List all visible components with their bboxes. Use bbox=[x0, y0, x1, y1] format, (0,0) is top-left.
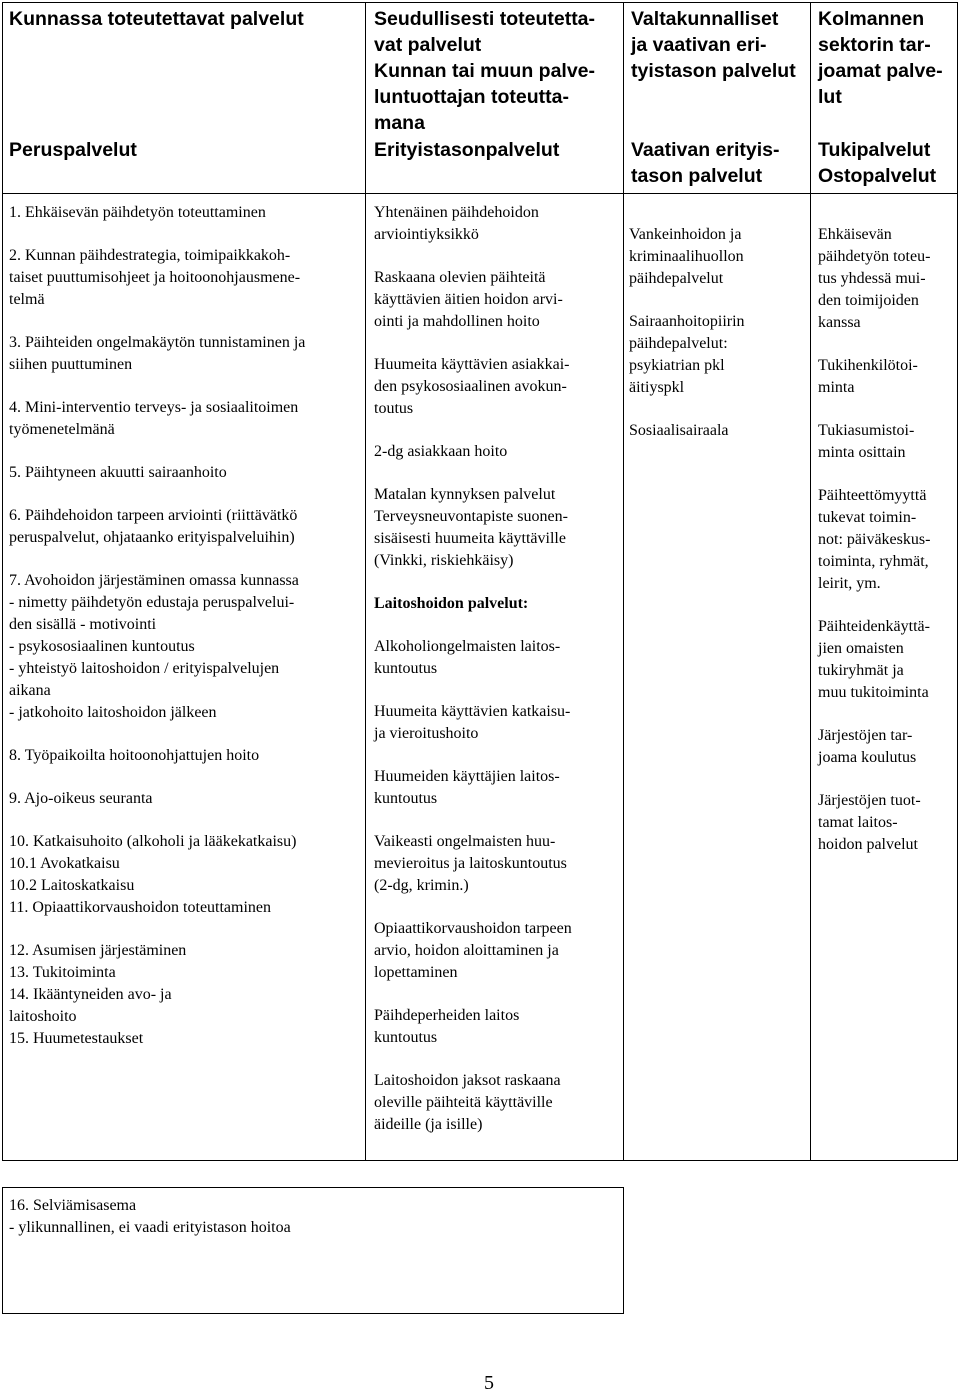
col1-body bbox=[9, 202, 361, 1071]
subheader-col3-line: Vaativan erityis- bbox=[631, 139, 780, 161]
col3-item bbox=[629, 311, 807, 399]
col1-item-line: siihen puuttuminen bbox=[9, 356, 133, 373]
col1-item-line: telmä bbox=[9, 291, 45, 308]
footer-box-top bbox=[2, 1187, 624, 1188]
header-col3-line: tyistason palvelut bbox=[631, 60, 796, 82]
col2-item-line: ointi ja mahdollinen hoito bbox=[374, 313, 540, 330]
col2-item bbox=[374, 766, 619, 810]
col2-item-line: kuntoutus bbox=[374, 790, 438, 807]
col4-item-line: Tukihenkilötoi- bbox=[818, 357, 918, 374]
col1-item-line: laitoshoito bbox=[9, 1008, 77, 1025]
col1-item bbox=[9, 245, 361, 311]
col1-item-line: peruspalvelut, ohjataanko erityispalveluihin) bbox=[9, 529, 295, 546]
col4-item-line: den toimijoiden bbox=[818, 292, 919, 309]
header-col3-line: Valtakunnalliset bbox=[631, 8, 779, 30]
header-col1: Kunnassa toteutettavat palvelut bbox=[9, 8, 304, 30]
col1-item-line: 11. Opiaattikorvaushoidon toteuttaminen bbox=[9, 899, 272, 916]
col1-item-line: aikana bbox=[9, 682, 51, 699]
header-col4-line: joamat palve- bbox=[818, 60, 943, 82]
header-col2 bbox=[374, 6, 619, 136]
header-col2-line: mana bbox=[374, 112, 425, 134]
col2-item bbox=[374, 1070, 619, 1136]
header-col3-line: ja vaativan eri- bbox=[631, 34, 767, 56]
col2-item-line: Yhtenäinen päihdehoidon bbox=[374, 204, 539, 221]
table-border-bottom bbox=[2, 1160, 958, 1161]
col2-item-line: Raskaana olevien päihteitä bbox=[374, 269, 546, 286]
footer-box-text bbox=[9, 1195, 619, 1239]
col1-item-line: 10. Katkaisuhoito (alkoholi ja lääkekatkaisu) bbox=[9, 833, 297, 850]
col4-item bbox=[818, 224, 956, 334]
col4-item-line: not: päiväkeskus- bbox=[818, 531, 931, 548]
col2-item-line: oleville päihteitä käyttäville bbox=[374, 1094, 553, 1111]
col2-item-line: ja vieroitushoito bbox=[374, 725, 479, 742]
col3-item-line: kriminaalihuollon bbox=[629, 248, 744, 265]
col1-item-line: - nimetty päihdetyön edustaja peruspalvelui- bbox=[9, 594, 295, 611]
col1-item-line: 14. Ikääntyneiden avo- ja bbox=[9, 986, 172, 1003]
subheader-col4 bbox=[818, 137, 956, 189]
col3-item-line: Sairaanhoitopiirin bbox=[629, 313, 745, 330]
col4-item-line: hoidon palvelut bbox=[818, 836, 918, 853]
footer-box-line: - ylikunnallinen, ei vaadi erityistason hoitoa bbox=[9, 1219, 291, 1236]
table-border-right bbox=[957, 2, 958, 1160]
col1-item-line: työmenetelmänä bbox=[9, 421, 115, 438]
col2-item-line: Vaikeasti ongelmaisten huu- bbox=[374, 833, 556, 850]
col2-item-line: den psykososiaalinen avokun- bbox=[374, 378, 567, 395]
col4-item-line: jien omaisten bbox=[818, 640, 904, 657]
col4-item-line: leirit, ym. bbox=[818, 575, 881, 592]
table-border-top bbox=[2, 2, 958, 3]
col2-item bbox=[374, 831, 619, 897]
col4-item bbox=[818, 790, 956, 856]
col2-item-line: Opiaattikorvaushoidon tarpeen bbox=[374, 920, 572, 937]
col4-item-line: joama koulutus bbox=[818, 749, 917, 766]
col2-item-line: Laitoshoidon jaksot raskaana bbox=[374, 1072, 561, 1089]
col4-item-line: minta osittain bbox=[818, 444, 906, 461]
table-divider-col2 bbox=[365, 2, 366, 1160]
col4-item bbox=[818, 485, 956, 595]
table-divider-col4 bbox=[810, 2, 811, 1160]
subheader-col2: Erityistasonpalvelut bbox=[374, 139, 560, 161]
col1-item bbox=[9, 745, 361, 767]
col4-item-line: toiminta, ryhmät, bbox=[818, 553, 929, 570]
col4-item-line: tamat laitos- bbox=[818, 814, 898, 831]
subheader-col4-line: Tukipalvelut bbox=[818, 139, 931, 161]
page-number: 5 bbox=[484, 1372, 494, 1394]
header-col2-line: Seudullisesti toteutetta- bbox=[374, 8, 596, 30]
col4-item-line: minta bbox=[818, 379, 855, 396]
col4-item-line: Päihteidenkäyttä- bbox=[818, 618, 930, 635]
col2-item-line: Huumeita käyttävien asiakkai- bbox=[374, 356, 570, 373]
col2-item-line: arviointiyksikkö bbox=[374, 226, 479, 243]
col2-item-line: Päihdeperheiden laitos bbox=[374, 1007, 520, 1024]
col2-item-line: Huumeita käyttävien katkaisu- bbox=[374, 703, 571, 720]
col1-item-line: 13. Tukitoiminta bbox=[9, 964, 116, 981]
col1-item bbox=[9, 202, 361, 224]
col2-item-line: lopettaminen bbox=[374, 964, 458, 981]
header-col2-line: Kunnan tai muun palve- bbox=[374, 60, 596, 82]
col2-item bbox=[374, 267, 619, 333]
col1-item bbox=[9, 940, 361, 1050]
col1-item bbox=[9, 505, 361, 549]
col2-item-line: Huumeiden käyttäjien laitos- bbox=[374, 768, 560, 785]
col3-item bbox=[629, 224, 807, 290]
col2-item-line: Laitoshoidon palvelut: bbox=[374, 595, 529, 612]
col3-item-line: Vankeinhoidon ja bbox=[629, 226, 742, 243]
col2-item-line: Matalan kynnyksen palvelut bbox=[374, 486, 556, 503]
col3-item-line: päihdepalvelut bbox=[629, 270, 724, 287]
col1-item-line: 7. Avohoidon järjestäminen omassa kunnassa bbox=[9, 572, 299, 589]
table-border-left bbox=[2, 2, 3, 1160]
col1-item-line: 3. Päihteiden ongelmakäytön tunnistaminen ja bbox=[9, 334, 306, 351]
col4-item bbox=[818, 616, 956, 704]
col2-item-line: toutus bbox=[374, 400, 414, 417]
col4-item-line: tukevat toimin- bbox=[818, 509, 917, 526]
col2-item bbox=[374, 918, 619, 984]
footer-box-right bbox=[623, 1187, 624, 1313]
col2-body bbox=[374, 202, 619, 1157]
col2-item-line: mevieroitus ja laitoskuntoutus bbox=[374, 855, 567, 872]
col2-item bbox=[374, 701, 619, 745]
col1-item-line: taiset puuttumisohjeet ja hoitoonohjausmene- bbox=[9, 269, 301, 286]
col2-item-line: sisäisesti huumeita käyttäville bbox=[374, 530, 566, 547]
col4-item-line: tukiryhmät ja bbox=[818, 662, 904, 679]
col1-item-line: 8. Työpaikoilta hoitoonohjattujen hoito bbox=[9, 747, 260, 764]
col1-item-line: 9. Ajo-oikeus seuranta bbox=[9, 790, 153, 807]
col1-item-line: 12. Asumisen järjestäminen bbox=[9, 942, 187, 959]
col4-item bbox=[818, 355, 956, 399]
col1-item bbox=[9, 788, 361, 810]
col1-item-line: - psykososiaalinen kuntoutus bbox=[9, 638, 195, 655]
col1-item-line: 6. Päihdehoidon tarpeen arviointi (riittävätkö bbox=[9, 507, 298, 524]
col3-item-line: Sosiaalisairaala bbox=[629, 422, 729, 439]
header-col4-line: lut bbox=[818, 86, 842, 108]
col1-item-line: - yhteistyö laitoshoidon / erityispalvelujen bbox=[9, 660, 280, 677]
col4-item-line: muu tukitoiminta bbox=[818, 684, 929, 701]
col2-item bbox=[374, 593, 619, 615]
col1-item-line: 10.1 Avokatkaisu bbox=[9, 855, 120, 872]
col1-item-line: 4. Mini-interventio terveys- ja sosiaalitoimen bbox=[9, 399, 299, 416]
col3-body bbox=[629, 224, 807, 463]
col2-item-line: (2-dg, krimin.) bbox=[374, 877, 469, 894]
col4-item bbox=[818, 725, 956, 769]
col1-item bbox=[9, 332, 361, 376]
col4-item-line: kanssa bbox=[818, 314, 861, 331]
col2-item-line: äideille (ja isille) bbox=[374, 1116, 483, 1133]
col4-item-line: päihdetyön toteu- bbox=[818, 248, 931, 265]
col1-item-line: 15. Huumetestaukset bbox=[9, 1030, 144, 1047]
col2-item bbox=[374, 636, 619, 680]
col2-item-line: kuntoutus bbox=[374, 660, 438, 677]
col2-item-line: Alkoholiongelmaisten laitos- bbox=[374, 638, 561, 655]
col2-item-line: 2-dg asiakkaan hoito bbox=[374, 443, 508, 460]
footer-box-line: 16. Selviämisasema bbox=[9, 1197, 137, 1214]
col1-item-line: - jatkohoito laitoshoidon jälkeen bbox=[9, 704, 217, 721]
col1-item bbox=[9, 831, 361, 919]
col1-item-line: den sisällä - motivointi bbox=[9, 616, 157, 633]
col2-item bbox=[374, 441, 619, 463]
col2-item-line: käyttävien äitien hoidon arvi- bbox=[374, 291, 563, 308]
col2-item bbox=[374, 1005, 619, 1049]
col4-item-line: Tukiasumistoi- bbox=[818, 422, 915, 439]
header-col4 bbox=[818, 6, 956, 110]
col2-item-line: arvio, hoidon aloittaminen ja bbox=[374, 942, 559, 959]
header-col2-line: luntuottajan toteutta- bbox=[374, 86, 569, 108]
col1-item bbox=[9, 570, 361, 724]
col4-item-line: tus yhdessä mui- bbox=[818, 270, 926, 287]
header-col3 bbox=[631, 6, 809, 84]
col1-item bbox=[9, 397, 361, 441]
col4-body bbox=[818, 224, 956, 877]
col4-item-line: Järjestöjen tar- bbox=[818, 727, 913, 744]
col3-item-line: äitiyspkl bbox=[629, 379, 685, 396]
col3-item-line: päihdepalvelut: bbox=[629, 335, 728, 352]
col2-item bbox=[374, 202, 619, 246]
col3-item bbox=[629, 420, 807, 442]
col2-item-line: Terveysneuvontapiste suonen- bbox=[374, 508, 568, 525]
subheader-col3 bbox=[631, 137, 809, 189]
col1-item-line: 10.2 Laitoskatkaisu bbox=[9, 877, 135, 894]
header-col4-line: sektorin tar- bbox=[818, 34, 931, 56]
col2-item bbox=[374, 484, 619, 572]
col2-item-line: kuntoutus bbox=[374, 1029, 438, 1046]
col2-item-line: (Vinkki, riskiehkäisy) bbox=[374, 552, 514, 569]
col4-item-line: Järjestöjen tuot- bbox=[818, 792, 921, 809]
col2-item bbox=[374, 354, 619, 420]
col1-item-line: 1. Ehkäisevän päihdetyön toteuttaminen bbox=[9, 204, 266, 221]
col1-item bbox=[9, 462, 361, 484]
subheader-col1: Peruspalvelut bbox=[9, 139, 137, 161]
col4-item bbox=[818, 420, 956, 464]
header-col2-line: vat palvelut bbox=[374, 34, 482, 56]
col1-item-line: 2. Kunnan päihdestrategia, toimipaikkakoh- bbox=[9, 247, 291, 264]
header-divider bbox=[2, 193, 958, 194]
footer-box-left bbox=[2, 1187, 3, 1313]
header-col4-line: Kolmannen bbox=[818, 8, 925, 30]
col3-item-line: psykiatrian pkl bbox=[629, 357, 725, 374]
col4-item-line: Ehkäisevän bbox=[818, 226, 892, 243]
footer-box-bottom bbox=[2, 1313, 624, 1314]
subheader-col3-line: tason palvelut bbox=[631, 165, 763, 187]
col1-item-line: 5. Päihtyneen akuutti sairaanhoito bbox=[9, 464, 227, 481]
col4-item-line: Päihteettömyyttä bbox=[818, 487, 927, 504]
table-divider-col3 bbox=[623, 2, 624, 1160]
subheader-col4-line: Ostopalvelut bbox=[818, 165, 937, 187]
